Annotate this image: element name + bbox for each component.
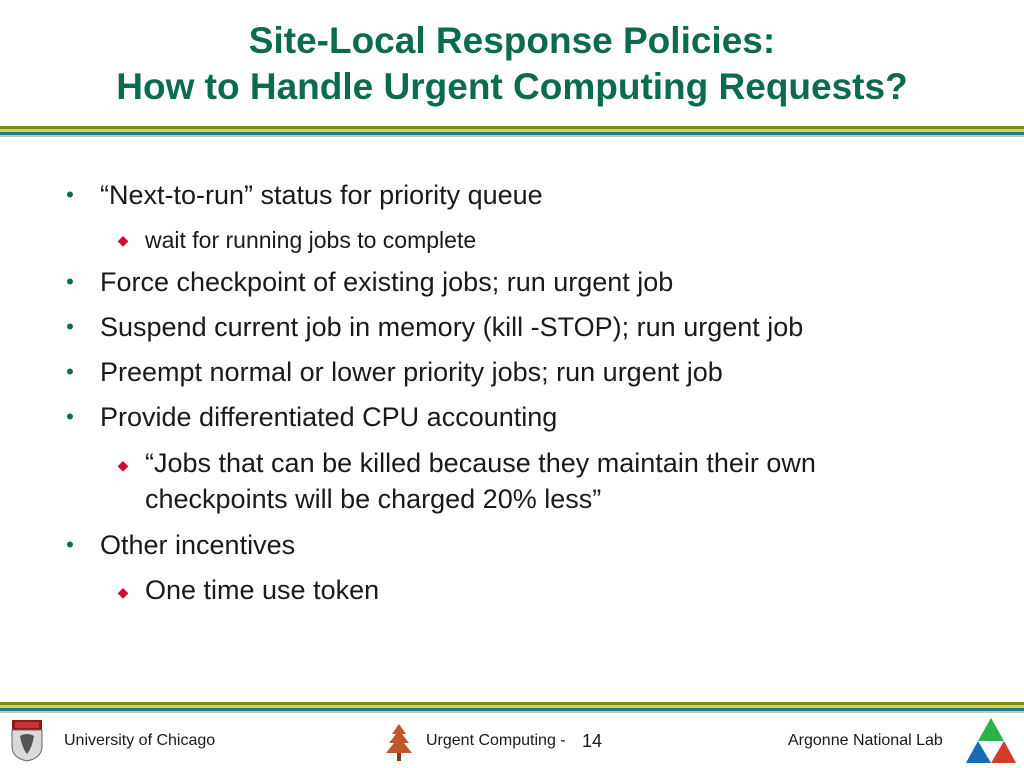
- sub-bullet-continuation: [145, 482, 601, 516]
- triangle-logo-icon: [964, 716, 1018, 766]
- bullet-text: “Next-to-run” status for priority queue: [100, 180, 543, 210]
- bullet-item: [66, 400, 558, 434]
- sub-bullet-item: [117, 573, 380, 607]
- bullet-text: Preempt normal or lower priority jobs; run urgent job: [100, 357, 723, 387]
- footer-left-label: University of Chicago: [64, 732, 216, 749]
- footer-center-label: Urgent Computing -: [426, 732, 566, 749]
- sub-bullet-text: One time use token: [145, 575, 380, 605]
- sub-bullet-text: checkpoints will be charged 20% less”: [145, 484, 602, 514]
- bullet-text: Other incentives: [100, 530, 296, 560]
- title-line-2: How to Handle Urgent Computing Requests?: [116, 66, 908, 107]
- sub-bullet-item: [117, 226, 477, 254]
- bullet-item: [66, 265, 674, 299]
- round-bullet-icon: •: [66, 269, 74, 294]
- round-bullet-icon: •: [66, 404, 74, 429]
- bullet-item: [66, 310, 804, 344]
- university-shield-icon: [10, 718, 44, 762]
- diamond-bullet-icon: ◆: [117, 457, 129, 473]
- round-bullet-icon: •: [66, 314, 74, 339]
- page-number: 14: [582, 731, 603, 751]
- diamond-bullet-icon: ◆: [117, 584, 129, 600]
- bullet-text: Suspend current job in memory (kill -STOP); run urgent job: [100, 312, 804, 342]
- pine-tree-icon: [384, 722, 414, 762]
- diamond-bullet-icon: ◆: [117, 232, 129, 248]
- bullet-item: [66, 178, 543, 212]
- sub-bullet-item: [117, 446, 816, 480]
- bullet-item: [66, 528, 296, 562]
- title-line-1: Site-Local Response Policies:: [248, 20, 776, 61]
- footer-right-label: Argonne National Lab: [788, 732, 943, 749]
- bullet-text: Force checkpoint of existing jobs; run urgent job: [100, 267, 674, 297]
- slide-footer: [0, 712, 1024, 768]
- sub-bullet-text: “Jobs that can be killed because they maintain their own: [145, 448, 816, 478]
- round-bullet-icon: •: [66, 532, 74, 557]
- bullet-item: [66, 355, 723, 389]
- sub-bullet-text: wait for running jobs to complete: [145, 227, 477, 253]
- round-bullet-icon: •: [66, 359, 74, 384]
- bullet-text: Provide differentiated CPU accounting: [100, 402, 558, 432]
- round-bullet-icon: •: [66, 182, 74, 207]
